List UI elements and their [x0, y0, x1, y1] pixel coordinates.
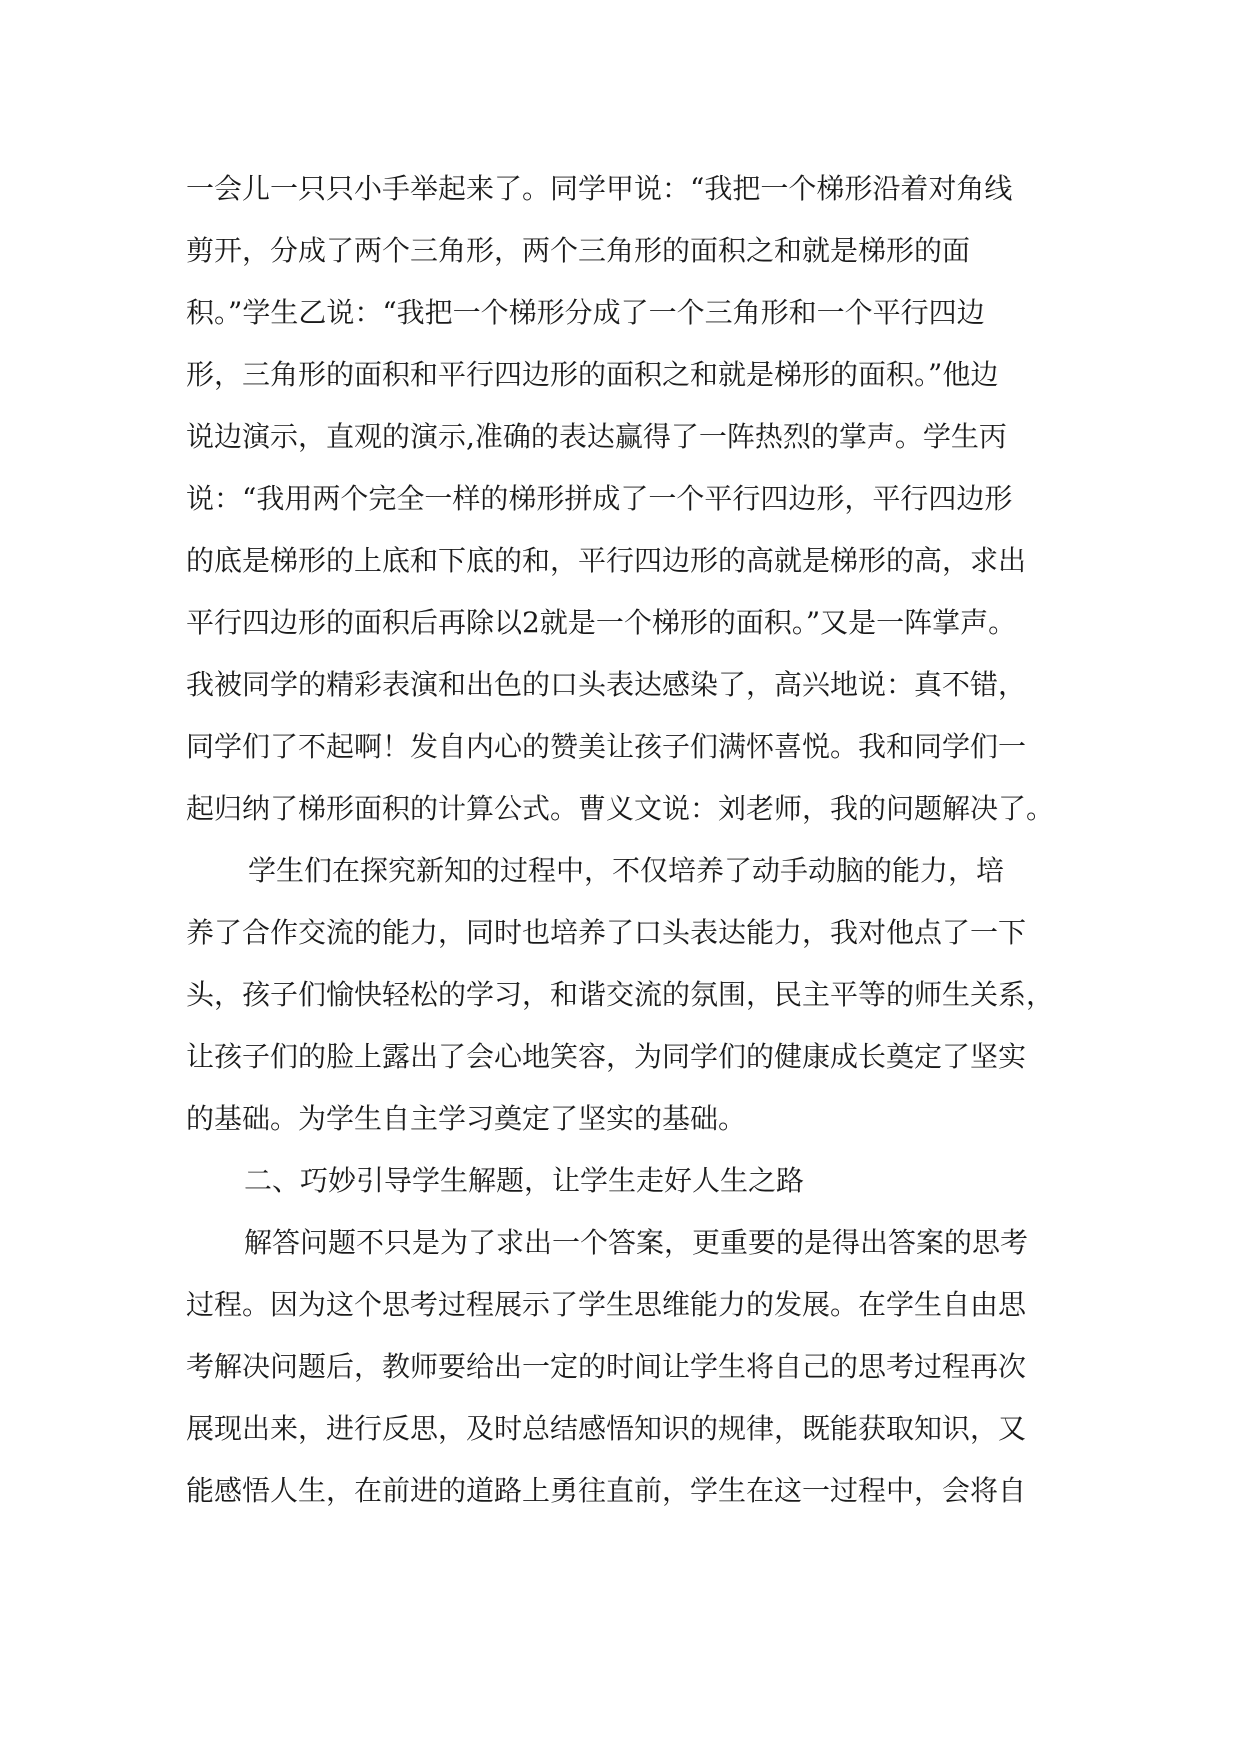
text-line: 展现出来，进行反思，及时总结感悟知识的规律，既能获取知识，又 [186, 1412, 1027, 1445]
text-line: 平行四边形的面积后再除以2就是一个梯形的面积。”又是一阵掌声。 [186, 606, 1017, 639]
text-line: 起归纳了梯形面积的计算公式。曹义文说：刘老师，我的问题解决了。 [186, 792, 1055, 825]
text-line: 的底是梯形的上底和下底的和，平行四边形的高就是梯形的高，求出 [186, 544, 1027, 577]
text-line: 让孩子们的脸上露出了会心地笑容，为同学们的健康成长奠定了坚实 [186, 1040, 1027, 1073]
text-line: 过程。因为这个思考过程展示了学生思维能力的发展。在学生自由思 [186, 1288, 1027, 1321]
text-line: 我被同学的精彩表演和出色的口头表达感染了，高兴地说：真不错， [186, 668, 1027, 701]
text-line: 养了合作交流的能力，同时也培养了口头表达能力，我对他点了一下 [186, 916, 1027, 949]
text-line: 积。”学生乙说：“我把一个梯形分成了一个三角形和一个平行四边 [186, 296, 985, 329]
paragraph-start-line: 学生们在探究新知的过程中，不仅培养了动手动脑的能力，培 [248, 854, 1005, 887]
text-line: 形，三角形的面积和平行四边形的面积之和就是梯形的面积。”他边 [186, 358, 999, 391]
text-line: 考解决问题后，教师要给出一定的时间让学生将自己的思考过程再次 [186, 1350, 1027, 1383]
text-line: 的基础。为学生自主学习奠定了坚实的基础。 [186, 1102, 747, 1135]
section-heading: 二、巧妙引导学生解题，让学生走好人生之路 [244, 1164, 805, 1197]
text-line: 头，孩子们愉快轻松的学习，和谐交流的氛围，民主平等的师生关系， [186, 978, 1055, 1011]
text-line: 说边演示，直观的演示,准确的表达赢得了一阵热烈的掌声。学生丙 [186, 420, 1007, 453]
text-line: 一会儿一只只小手举起来了。同学甲说：“我把一个梯形沿着对角线 [186, 172, 1013, 205]
body-text [186, 158, 1066, 1522]
text-line: 能感悟人生，在前进的道路上勇往直前，学生在这一过程中，会将自 [186, 1474, 1027, 1507]
text-line: 说：“我用两个完全一样的梯形拼成了一个平行四边形，平行四边形 [186, 482, 1013, 515]
paragraph-start-line: 解答问题不只是为了求出一个答案，更重要的是得出答案的思考 [244, 1226, 1029, 1259]
text-line: 剪开，分成了两个三角形，两个三角形的面积之和就是梯形的面 [186, 234, 971, 267]
text-line: 同学们了不起啊！发自内心的赞美让孩子们满怀喜悦。我和同学们一 [186, 730, 1027, 763]
